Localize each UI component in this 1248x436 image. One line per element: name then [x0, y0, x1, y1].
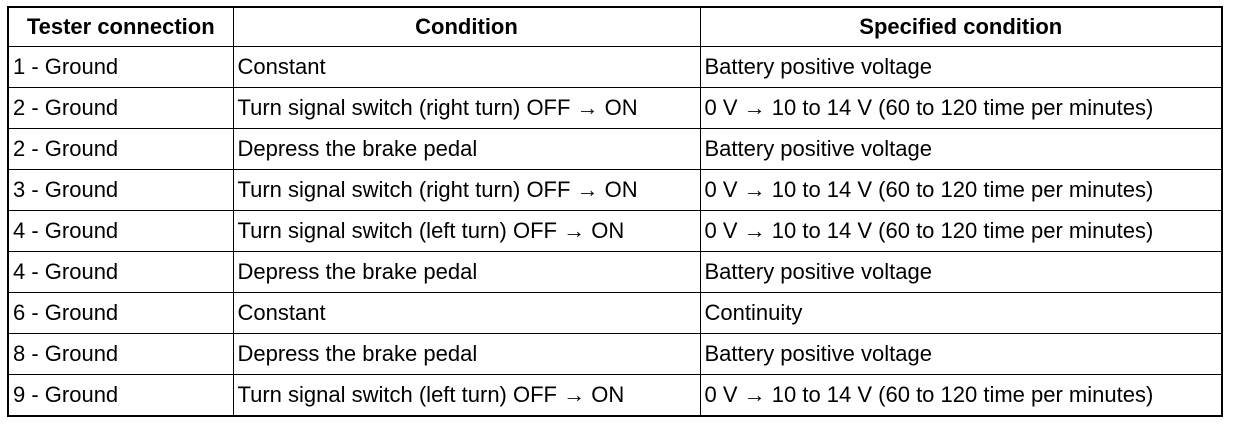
cell-specified-condition: 0 V → 10 to 14 V (60 to 120 time per minutes) [700, 88, 1222, 129]
header-specified-condition: Specified condition [700, 7, 1222, 47]
cell-specified-condition: 0 V → 10 to 14 V (60 to 120 time per minutes) [700, 170, 1222, 211]
table-row [8, 334, 1222, 375]
table-row [8, 211, 1222, 252]
table-row [8, 47, 1222, 88]
cell-specified-condition: Battery positive voltage [700, 252, 1222, 293]
cell-specified-condition: 0 V → 10 to 14 V (60 to 120 time per minutes) [700, 375, 1222, 417]
cell-specified-condition: Battery positive voltage [700, 129, 1222, 170]
cell-specified-condition: Battery positive voltage [700, 47, 1222, 88]
header-tester-connection: Tester connection [8, 7, 233, 47]
cell-specified-condition: Battery positive voltage [700, 334, 1222, 375]
cell-tester-connection: 2 - Ground [8, 129, 233, 170]
cell-tester-connection: 1 - Ground [8, 47, 233, 88]
cell-specified-condition: 0 V → 10 to 14 V (60 to 120 time per minutes) [700, 211, 1222, 252]
cell-condition: Turn signal switch (left turn) OFF → ON [233, 375, 700, 417]
header-condition: Condition [233, 7, 700, 47]
cell-condition: Depress the brake pedal [233, 334, 700, 375]
cell-tester-connection: 4 - Ground [8, 252, 233, 293]
cell-specified-condition: Continuity [700, 293, 1222, 334]
table-row [8, 375, 1222, 417]
table-row [8, 129, 1222, 170]
cell-condition: Turn signal switch (right turn) OFF → ON [233, 170, 700, 211]
cell-tester-connection: 8 - Ground [8, 334, 233, 375]
cell-tester-connection: 3 - Ground [8, 170, 233, 211]
cell-condition: Depress the brake pedal [233, 252, 700, 293]
cell-tester-connection: 4 - Ground [8, 211, 233, 252]
table-row [8, 293, 1222, 334]
tester-connection-table [7, 6, 1223, 417]
cell-condition: Depress the brake pedal [233, 129, 700, 170]
cell-condition: Turn signal switch (left turn) OFF → ON [233, 211, 700, 252]
table-row [8, 88, 1222, 129]
header-row [8, 7, 1222, 47]
table-row [8, 170, 1222, 211]
cell-tester-connection: 9 - Ground [8, 375, 233, 417]
cell-condition: Constant [233, 293, 700, 334]
cell-tester-connection: 2 - Ground [8, 88, 233, 129]
cell-condition: Constant [233, 47, 700, 88]
table-row [8, 252, 1222, 293]
cell-condition: Turn signal switch (right turn) OFF → ON [233, 88, 700, 129]
cell-tester-connection: 6 - Ground [8, 293, 233, 334]
